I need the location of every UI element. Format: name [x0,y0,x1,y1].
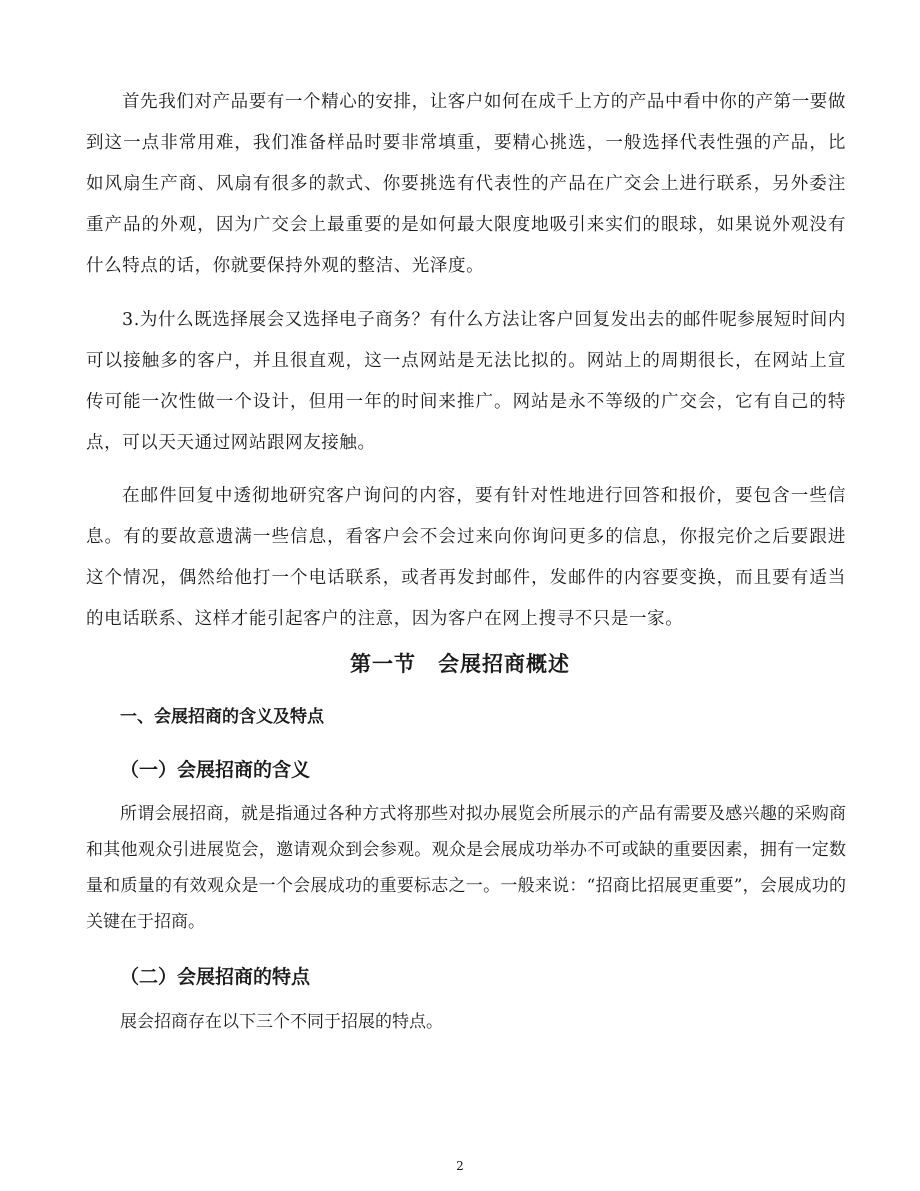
section-title: 第一节 会展招商概述 [350,652,570,676]
body-paragraph-5: 展会招商存在以下三个不同于招展的特点。 [120,1012,443,1032]
body-paragraph-1: 首先我们对产品要有一个精心的安排，让客户如何在成千上方的产品中看中你的产第一要做到这一点非常用难，我们准备样品时要非常填重，要精心挑选，一般选择代表性强的产品，比如风扇生产商、风扇有很多的款式、你要挑选有代表性的产品在广交会上进行联系，另外委注重产品的外观，因为广交会上最重要的是如何最大限度地吸引来实们的眼球，如果说外观没有什么特点的话，你就要保持外观的整洁、光泽度。 [86,92,846,276]
subheading-meaning: （一）会展招商的含义 [120,759,311,781]
heading-meaning-and-features: 一、会展招商的含义及特点 [120,707,324,727]
body-paragraph-4: 所谓会展招商，就是指通过各种方式将那些对拟办展览会所展示的产品有需要及感兴趣的采购商和其他观众引进展览会，邀请观众到会参观。观众是会展成功举办不可或缺的重要因素，拥有一定数量和质量的有效观众是一个会展成功的重要标志之一。一般来说：“招商比招展更重要”，会展成功的关键在于招商。 [86,804,846,932]
page-number: 2 [456,1159,464,1173]
subheading-features: （二）会展招商的特点 [120,966,311,988]
body-paragraph-3: 在邮件回复中透彻地研究客户询问的内容，要有针对性地进行回答和报价，要包含一些信息。有的要故意遗满一些信息，看客户会不会过来向你询问更多的信息，你报完价之后要跟进这个情况，偶然给他打一个电话联系，或者再发封邮件，发邮件的内容要变换，而且要有适当的电话联系、这样才能引起客户的注意，因为客户在网上搜寻不只是一家。 [86,486,846,629]
body-paragraph-2: 3.为什么既选择展会又选择电子商务？有什么方法让客户回复发出去的邮件呢参展短时间内可以接触多的客户，并且很直观，这一点网站是无法比拟的。网站上的周期很长，在网站上宣传可能一次性做一个设计，但用一年的时间来推广。网站是永不等级的广交会，它有自己的特点，可以天天通过网站跟网友接触。 [86,310,846,453]
